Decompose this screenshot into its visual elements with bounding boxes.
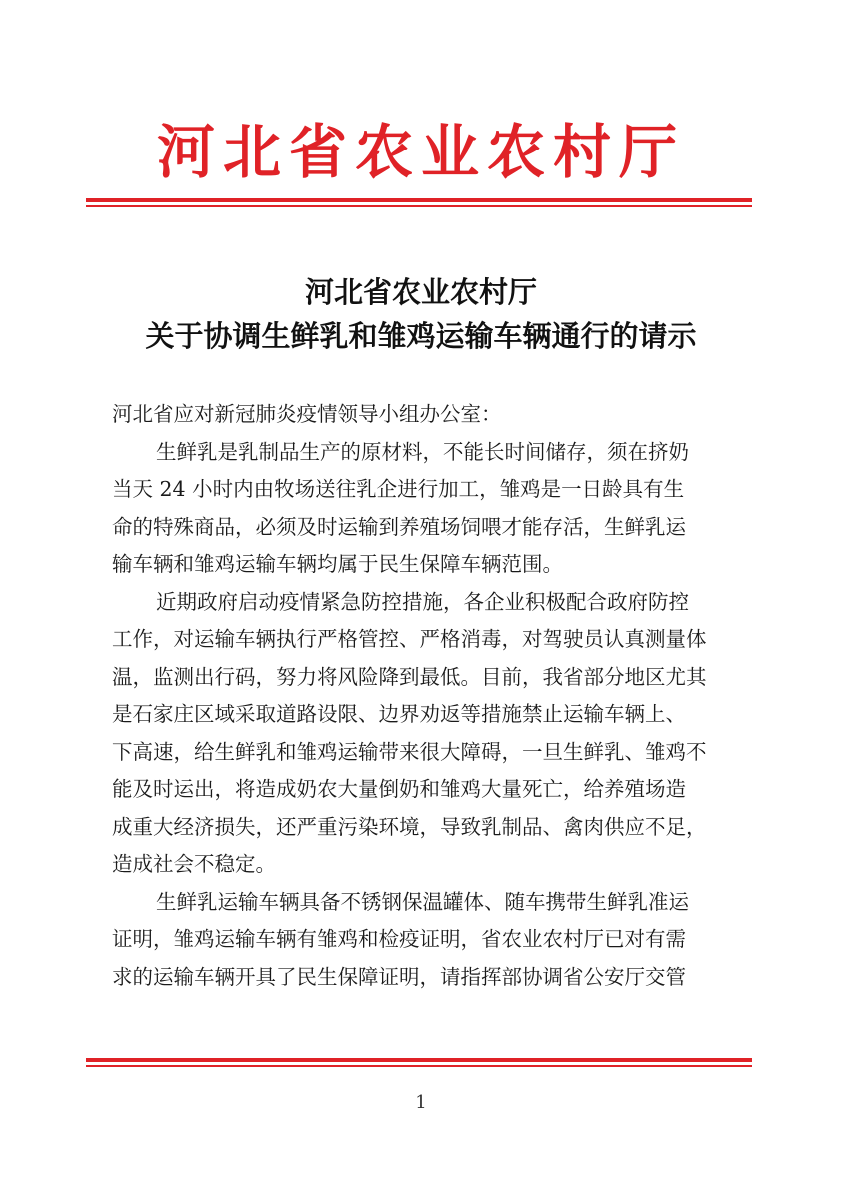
body-line: 下高速，给生鲜乳和雏鸡运输带来很大障碍，一旦生鲜乳、雏鸡不 [112, 739, 707, 764]
body-line: 能及时运出，将造成奶农大量倒奶和雏鸡大量死亡，给养殖场造 [112, 777, 686, 801]
body-line: 求的运输车辆开具了民生保障证明，请指挥部协调省公安厅交管 [112, 964, 686, 989]
title-line-2: 关于协调生鲜乳和雏鸡运输车辆通行的请示 [145, 319, 697, 353]
body-line: 温，监测出行码，努力将风险降到最低。目前，我省部分地区尤其 [112, 664, 707, 689]
body-line: 成重大经济损失，还严重污染环境，导致乳制品、禽肉供应不足， [112, 814, 707, 839]
body-line: 近期政府启动疫情紧急防控措施，各企业积极配合政府防控 [156, 589, 689, 614]
rule-thin-line [86, 205, 752, 207]
body-line: 造成社会不稳定。 [112, 852, 276, 876]
body-line: 命的特殊商品，必须及时运输到养殖场饲喂才能存活，生鲜乳运 [112, 514, 686, 539]
rule-thin-line [86, 1065, 752, 1067]
body-line: 工作，对运输车辆执行严格管控、严格消毒，对驾驶员认真测量体 [112, 627, 707, 651]
salutation: 河北省应对新冠肺炎疫情领导小组办公室： [112, 402, 502, 426]
letterhead-red-rule [86, 198, 752, 207]
body-line: 当天 24 小时内由牧场送往乳企进行加工，雏鸡是一日龄具有生 [112, 477, 685, 501]
letterhead-org-name: 河北省农业农村厅 [156, 118, 685, 186]
body-line: 是石家庄区域采取道路设限、边界劝返等措施禁止运输车辆上、 [112, 702, 686, 726]
body-line: 生鲜乳是乳制品生产的原材料，不能长时间储存，须在挤奶 [156, 439, 689, 464]
document-body [112, 396, 742, 996]
body-line: 证明，雏鸡运输车辆有雏鸡和检疫证明，省农业农村厅已对有需 [112, 927, 686, 951]
body-line: 输车辆和雏鸡运输车辆均属于民生保障车辆范围。 [112, 552, 563, 576]
document-title [86, 270, 756, 358]
body-line: 生鲜乳运输车辆具备不锈钢保温罐体、随车携带生鲜乳准运 [156, 889, 689, 914]
page-number: 1 [415, 1092, 427, 1113]
title-line-1: 河北省农业农村厅 [304, 275, 537, 309]
footer-red-rule [86, 1058, 752, 1067]
